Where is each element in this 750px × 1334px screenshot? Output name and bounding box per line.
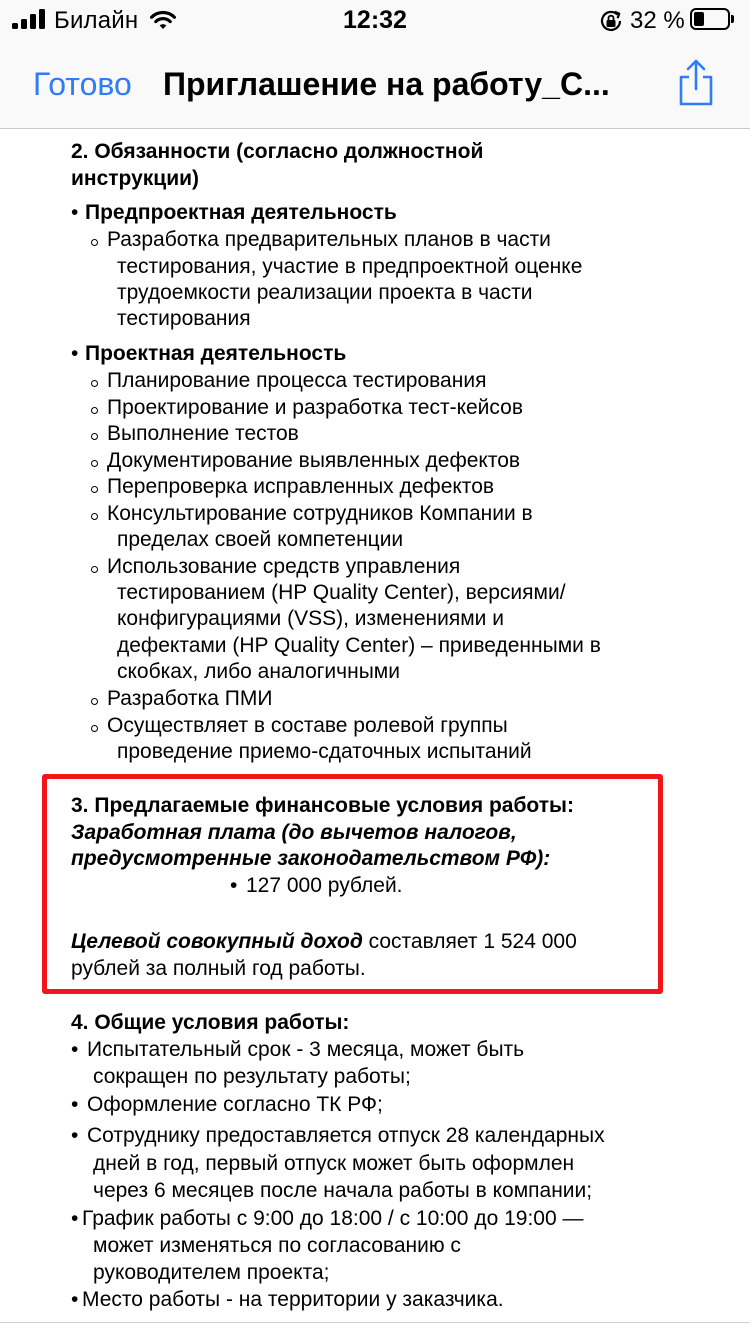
list-item: Планирование процесса тестирования [107,369,487,392]
document-viewer[interactable] [0,129,750,1334]
list-item: Сотруднику предоставляется отпуск 28 календарных [87,1124,605,1147]
target-income-line [71,929,577,955]
target-income-value: составляет 1 524 000 [362,930,577,953]
list-item: Использование средств управления [107,555,461,578]
list-item-cont: трудоемкости реализации проекта в части [117,281,533,304]
pre-project-heading: Предпроектная деятельность [85,201,397,224]
circle-bullet-icon [91,239,98,246]
list-item: Перепроверка исправленных дефектов [107,475,495,498]
circle-bullet-icon [91,486,98,493]
bullet-icon: • [71,1124,79,1147]
section-2-heading: 2. Обязанности (согласно должностной [71,140,484,163]
circle-bullet-icon [91,433,98,440]
section-4-heading: 4. Общие условия работы: [71,1011,350,1034]
section-2-heading-cont: инструкции) [71,167,200,190]
list-item: Выполнение тестов [107,422,299,445]
page-edge [0,1322,750,1323]
list-item-cont: дней в год, первый отпуск может быть оформлен [93,1152,575,1175]
bullet-icon: • [71,201,79,224]
target-income-cont: рублей за полный год работы. [71,957,366,980]
document-title: Приглашение на работу_С... [163,66,610,102]
done-button[interactable]: Готово [33,66,132,102]
list-item: Проектирование и разработка тест-кейсов [107,396,523,419]
list-item-cont: дефектами (HP Quality Center) – приведенными в [117,634,601,657]
battery-icon [690,8,736,32]
list-item: Документирование выявленных дефектов [107,449,521,472]
bullet-icon: • [71,1207,79,1230]
list-item-cont: проведение приемо-сдаточных испытаний [117,740,532,763]
list-item: Оформление согласно ТК РФ; [87,1093,383,1116]
list-item-cont: руководителем проекта; [93,1261,330,1284]
bullet-icon: • [71,342,79,365]
list-item: Место работы - на территории у заказчика. [82,1288,504,1311]
list-item-cont: скобках, либо аналогичными [117,660,400,683]
circle-bullet-icon [91,698,98,705]
list-item: Разработка ПМИ [107,687,273,710]
share-icon[interactable] [676,58,716,108]
list-item-cont: через 6 месяцев после начала работы в компании; [93,1179,593,1202]
bullet-icon: • [71,1288,79,1311]
target-income-label: Целевой совокупный доход [71,930,363,953]
list-item: Испытательный срок - 3 месяца, может быть [87,1038,525,1061]
status-bar [0,0,750,42]
list-item: Консультирование сотрудников Компании в [107,502,533,525]
battery-percent: 32 % [630,7,685,34]
circle-bullet-icon [91,380,98,387]
list-item-cont: тестирования, участие в предпроектной оценке [117,255,583,278]
project-heading: Проектная деятельность [85,342,347,365]
list-item-cont: пределах своей компетенции [117,528,404,551]
circle-bullet-icon [91,566,98,573]
list-item-cont: сокращен по результату работы; [93,1065,411,1088]
circle-bullet-icon [91,407,98,414]
navigation-bar [0,42,750,129]
circle-bullet-icon [91,513,98,520]
salary-label-cont: предусмотренные законодательством РФ): [71,847,551,870]
carrier-name: Билайн [54,7,139,34]
list-item-cont: тестированием (HP Quality Center), версиями/ [117,581,566,604]
orientation-lock-icon [599,9,623,33]
salary-amount: 127 000 рублей. [246,874,403,897]
list-item-cont: конфигурациями (VSS), изменениями и [117,607,504,630]
bullet-icon: • [71,1093,79,1116]
list-item-cont: может изменяться по согласованию с [93,1234,461,1257]
salary-label: Заработная плата (до вычетов налогов, [71,821,517,844]
bullet-icon: • [230,874,238,897]
circle-bullet-icon [91,460,98,467]
bullet-icon: • [71,1038,79,1061]
list-item: Разработка предварительных планов в части [107,228,551,251]
section-3-heading: 3. Предлагаемые финансовые условия работы: [71,794,574,817]
clock: 12:32 [343,6,407,34]
list-item-cont: тестирования [117,307,251,330]
circle-bullet-icon [91,725,98,732]
list-item: График работы с 9:00 до 18:00 / с 10:00 до 19:00 — [82,1207,584,1230]
list-item: Осуществляет в составе ролевой группы [107,714,508,737]
